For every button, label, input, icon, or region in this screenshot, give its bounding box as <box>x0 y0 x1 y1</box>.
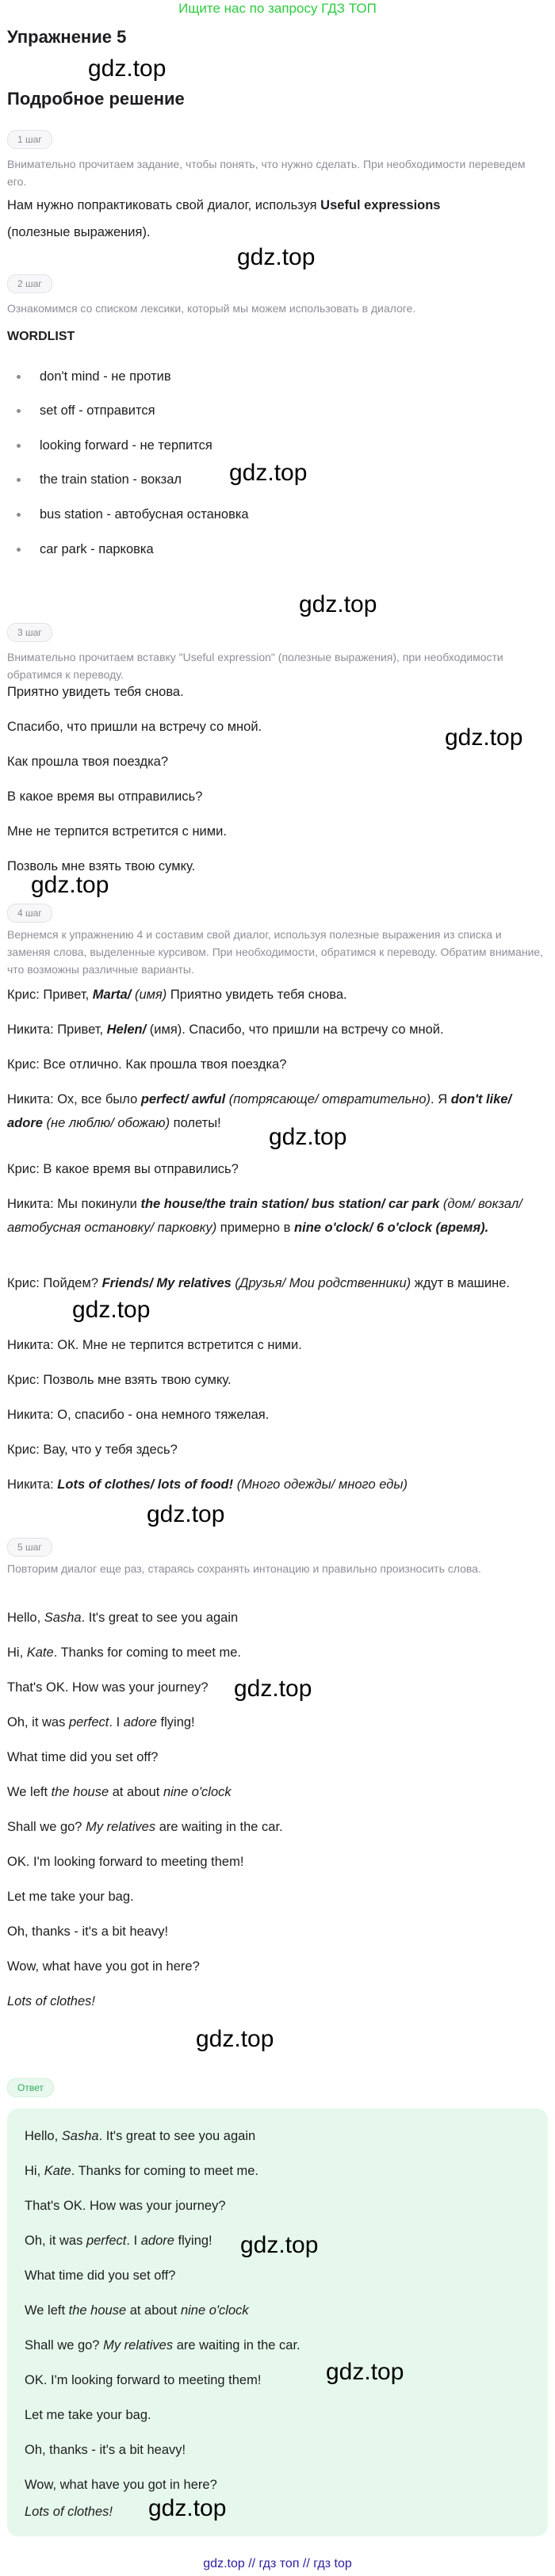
dialog-line-ru <box>7 1192 546 1240</box>
step-badge-4: 4 шаг <box>7 904 52 923</box>
dialog-line-en: That's OK. How was your journey? <box>7 1680 209 1695</box>
text-part: Hi, <box>7 1645 27 1660</box>
text-part: . I <box>109 1715 124 1729</box>
step-badge-1: 1 шаг <box>7 130 52 149</box>
text-part-bold-italic: don't like/ adore <box>7 1092 512 1130</box>
step-3-line: Позволь мне взять твою сумку. <box>7 859 196 873</box>
text-part-italic: adore <box>123 1715 157 1729</box>
text-part-bold-italic: Marta/ <box>92 988 132 1002</box>
step-3-line: Спасибо, что пришли на встречу со мной. <box>7 720 262 734</box>
text-part: полеты! <box>170 1116 221 1130</box>
search-banner[interactable]: Ищите нас по запросу ГДЗ ТОП <box>178 1 377 16</box>
watermark: gdz.top <box>72 1297 151 1323</box>
wordlist-item-text: looking forward - не терпится <box>40 438 212 453</box>
watermark: gdz.top <box>148 2495 227 2521</box>
answer-line: Let me take your bag. <box>25 2408 151 2422</box>
answer-badge: Ответ <box>7 2078 54 2097</box>
text-part-italic: (Друзья/ Мои родственники) <box>231 1276 411 1290</box>
solution-title: Подробное решение <box>7 89 185 109</box>
step-3-line: Мне не терпится встретится с ними. <box>7 824 227 839</box>
text-part-bold: Useful expressions <box>320 198 441 212</box>
text-part-italic: (потрясающе/ отвратительно) <box>225 1092 431 1106</box>
step-3-line: В какое время вы отправились? <box>7 789 203 804</box>
watermark: gdz.top <box>31 872 109 898</box>
text-part: ждут в машине. <box>411 1276 510 1290</box>
text-part-italic: Kate <box>26 1645 54 1660</box>
footer-links[interactable]: gdz.top // гдз топ // гдз top <box>203 2557 352 2570</box>
text-part-italic: (Много одежды/ много еды) <box>233 1477 408 1492</box>
answer-line: Lots of clothes! <box>25 2505 113 2519</box>
dialog-line-en: Oh, thanks - it's a bit heavy! <box>7 1924 169 1939</box>
step-5-intro: Повторим диалог еще раз, стараясь сохранять интонацию и правильно произносить слова. <box>7 1562 481 1575</box>
watermark: gdz.top <box>299 591 377 617</box>
answer-line: What time did you set off? <box>25 2268 176 2283</box>
text-part: . It's great to see you again <box>81 1611 239 1625</box>
answer-line: Oh, thanks - it's a bit heavy! <box>25 2443 186 2457</box>
text-part: . Thanks for coming to meet me. <box>53 1645 241 1660</box>
dialog-line-en: Wow, what have you got in here? <box>7 1959 200 1974</box>
dialog-line-en: Let me take your bag. <box>7 1890 134 1904</box>
text-part: Никита: Ох, все было <box>7 1092 141 1106</box>
text-part: Приятно увидеть тебя снова. <box>166 988 347 1002</box>
text-part-italic: Sasha <box>44 1611 82 1625</box>
text-part-italic: (не люблю/ обожаю) <box>42 1116 170 1130</box>
text-part: . It's great to see you again <box>98 2129 256 2143</box>
watermark: gdz.top <box>229 460 308 486</box>
text-part-italic: (имя) <box>131 988 167 1002</box>
text-part: We left <box>7 1785 52 1799</box>
step-badge-5: 5 шаг <box>7 1538 52 1557</box>
text-part-italic: the house <box>68 2303 127 2318</box>
text-part-italic: Kate <box>44 2164 71 2178</box>
answer-line <box>25 2124 532 2148</box>
text-part-bold-italic: Friends/ My relatives <box>101 1276 232 1290</box>
answer-line <box>25 2333 532 2357</box>
dialog-line-ru: Крис: Все отлично. Как прошла твоя поездка? <box>7 1057 287 1072</box>
watermark: gdz.top <box>237 244 316 270</box>
step-badge-2: 2 шаг <box>7 274 52 293</box>
dialog-line-en: Lots of clothes! <box>7 1994 95 2008</box>
bullet-icon <box>17 409 21 413</box>
wordlist-item <box>17 472 182 487</box>
dialog-line-ru: Крис: Вау, что у тебя здесь? <box>7 1443 178 1457</box>
watermark: gdz.top <box>147 1501 225 1527</box>
step-1-text <box>7 193 546 217</box>
text-part: Никита: <box>7 1477 58 1492</box>
bullet-icon <box>17 375 21 379</box>
text-part: Oh, it was <box>25 2234 86 2248</box>
step-badge-3: 3 шаг <box>7 623 52 642</box>
step-3-line: Как прошла твоя поездка? <box>7 755 169 769</box>
text-part-bold-italic: the house/the train station/ bus station/ car park <box>140 1197 440 1211</box>
wordlist-item <box>17 403 155 419</box>
dialog-line-ru: Крис: Позволь мне взять твою сумку. <box>7 1373 232 1387</box>
step-2-intro: Ознакомимся со списком лексики, который мы можем использовать в диалоге. <box>7 302 416 315</box>
text-part: Крис: Пойдем? <box>7 1276 102 1290</box>
answer-line <box>25 2299 532 2322</box>
dialog-line-en <box>7 1815 546 1839</box>
dialog-line-ru <box>7 1473 546 1496</box>
bullet-icon <box>17 548 21 552</box>
text-part-bold-italic: (время). <box>431 1221 489 1235</box>
text-part-italic: My relatives <box>86 1820 156 1834</box>
bullet-icon <box>17 444 21 448</box>
watermark: gdz.top <box>196 2026 274 2052</box>
text-part-bold-italic: Helen/ <box>106 1022 147 1037</box>
text-part: Нам нужно попрактиковать свой диалог, используя <box>7 198 321 212</box>
watermark: gdz.top <box>240 2232 319 2258</box>
text-part: Крис: Привет, <box>7 988 93 1002</box>
text-part: at about <box>126 2303 181 2318</box>
wordlist-item-text: car park - парковка <box>40 542 154 556</box>
text-part: are waiting in the car. <box>155 1820 283 1834</box>
step-3-line: Приятно увидеть тебя снова. <box>7 685 184 699</box>
text-part-bold-italic: Lots of clothes/ lots of food! <box>57 1477 234 1492</box>
text-part-bold-italic: perfect/ awful <box>140 1092 226 1106</box>
watermark: gdz.top <box>88 55 166 82</box>
text-part-italic: (дом/ вокзал/ автобусная остановку/ парковку) <box>7 1197 522 1235</box>
text-part: at about <box>109 1785 163 1799</box>
bullet-icon <box>17 513 21 517</box>
text-part-italic: the house <box>51 1785 109 1799</box>
wordlist-item-text: set off - отправится <box>40 403 155 418</box>
dialog-line-ru <box>7 1271 546 1295</box>
watermark: gdz.top <box>326 2359 404 2385</box>
wordlist-item-text: bus station - автобусная остановка <box>40 507 249 522</box>
answer-line: OK. I'm looking forward to meeting them! <box>25 2373 262 2387</box>
text-part: . Я <box>431 1092 451 1106</box>
wordlist-title: WORDLIST <box>7 330 75 343</box>
exercise-title: Упражнение 5 <box>7 27 127 47</box>
step-3-intro: Внимательно прочитаем вставку "Useful expression" (полезные выражения), при необходимости обратимся к переводу. <box>7 651 503 681</box>
text-part: Hello, <box>25 2129 62 2143</box>
text-part: . I <box>126 2234 141 2248</box>
wordlist-item <box>17 369 171 384</box>
dialog-line-ru <box>7 1018 546 1041</box>
dialog-line-en: OK. I'm looking forward to meeting them! <box>7 1855 244 1869</box>
text-part: примерно в <box>216 1221 295 1235</box>
dialog-line-en <box>7 1606 546 1630</box>
text-part-italic: My relatives <box>103 2338 174 2352</box>
text-part: Oh, it was <box>7 1715 69 1729</box>
wordlist-item-text: the train station - вокзал <box>40 472 182 487</box>
answer-line <box>25 2159 532 2183</box>
dialog-line-ru: Никита: О, спасибо - она немного тяжелая. <box>7 1408 270 1422</box>
text-part-italic: perfect <box>68 1715 109 1729</box>
text-part: We left <box>25 2303 69 2318</box>
text-part: Shall we go? <box>25 2338 104 2352</box>
wordlist-item <box>17 438 212 453</box>
dialog-line-en <box>7 1710 546 1734</box>
wordlist-item <box>17 507 249 522</box>
text-part-italic: adore <box>140 2234 174 2248</box>
text-part: Shall we go? <box>7 1820 86 1834</box>
dialog-line-en <box>7 1641 546 1664</box>
text-part: (имя). Спасибо, что пришли на встречу со мной. <box>146 1022 444 1037</box>
text-part: flying! <box>174 2234 212 2248</box>
watermark: gdz.top <box>445 724 523 751</box>
text-part: are waiting in the car. <box>173 2338 300 2352</box>
dialog-line-en: What time did you set off? <box>7 1750 159 1764</box>
text-part-italic: nine o'clock <box>180 2303 249 2318</box>
text-part-bold-italic: nine o'clock/ 6 o'clock <box>294 1221 432 1235</box>
text-part-italic: Sasha <box>61 2129 99 2143</box>
dialog-line-ru <box>7 983 546 1007</box>
text-part: flying! <box>156 1715 195 1729</box>
step-4-intro: Вернемся к упражнению 4 и составим свой диалог, используя полезные выражения из списка и заменяя слова, выделенные курсивом. При необходимости, обратимся к переводу. Обратим внимание, что возможны различные варианты. <box>7 928 544 976</box>
text-part: Никита: Привет, <box>7 1022 107 1037</box>
answer-line: Wow, what have you got in here? <box>25 2478 217 2492</box>
text-part: . Thanks for coming to meet me. <box>71 2164 258 2178</box>
watermark: gdz.top <box>234 1676 312 1702</box>
text-part: Hi, <box>25 2164 44 2178</box>
answer-box <box>7 2108 548 2536</box>
step-1-text-2: (полезные выражения). <box>7 225 151 239</box>
text-part: Никита: Мы покинули <box>7 1197 141 1211</box>
dialog-line-en <box>7 1780 546 1804</box>
bullet-icon <box>17 478 21 482</box>
answer-line: That's OK. How was your journey? <box>25 2199 226 2213</box>
text-part-italic: nine o'clock <box>163 1785 232 1799</box>
dialog-line-ru: Крис: В какое время вы отправились? <box>7 1162 239 1176</box>
wordlist-item <box>17 542 154 557</box>
text-part: Hello, <box>7 1611 44 1625</box>
text-part-italic: perfect <box>86 2234 127 2248</box>
dialog-line-ru: Никита: ОК. Мне не терпится встретится с ними. <box>7 1338 302 1352</box>
step-1-intro: Внимательно прочитаем задание, чтобы понять, что нужно сделать. При необходимости переведем его. <box>7 158 526 188</box>
wordlist-item-text: don't mind - не против <box>40 369 171 384</box>
watermark: gdz.top <box>269 1124 347 1150</box>
